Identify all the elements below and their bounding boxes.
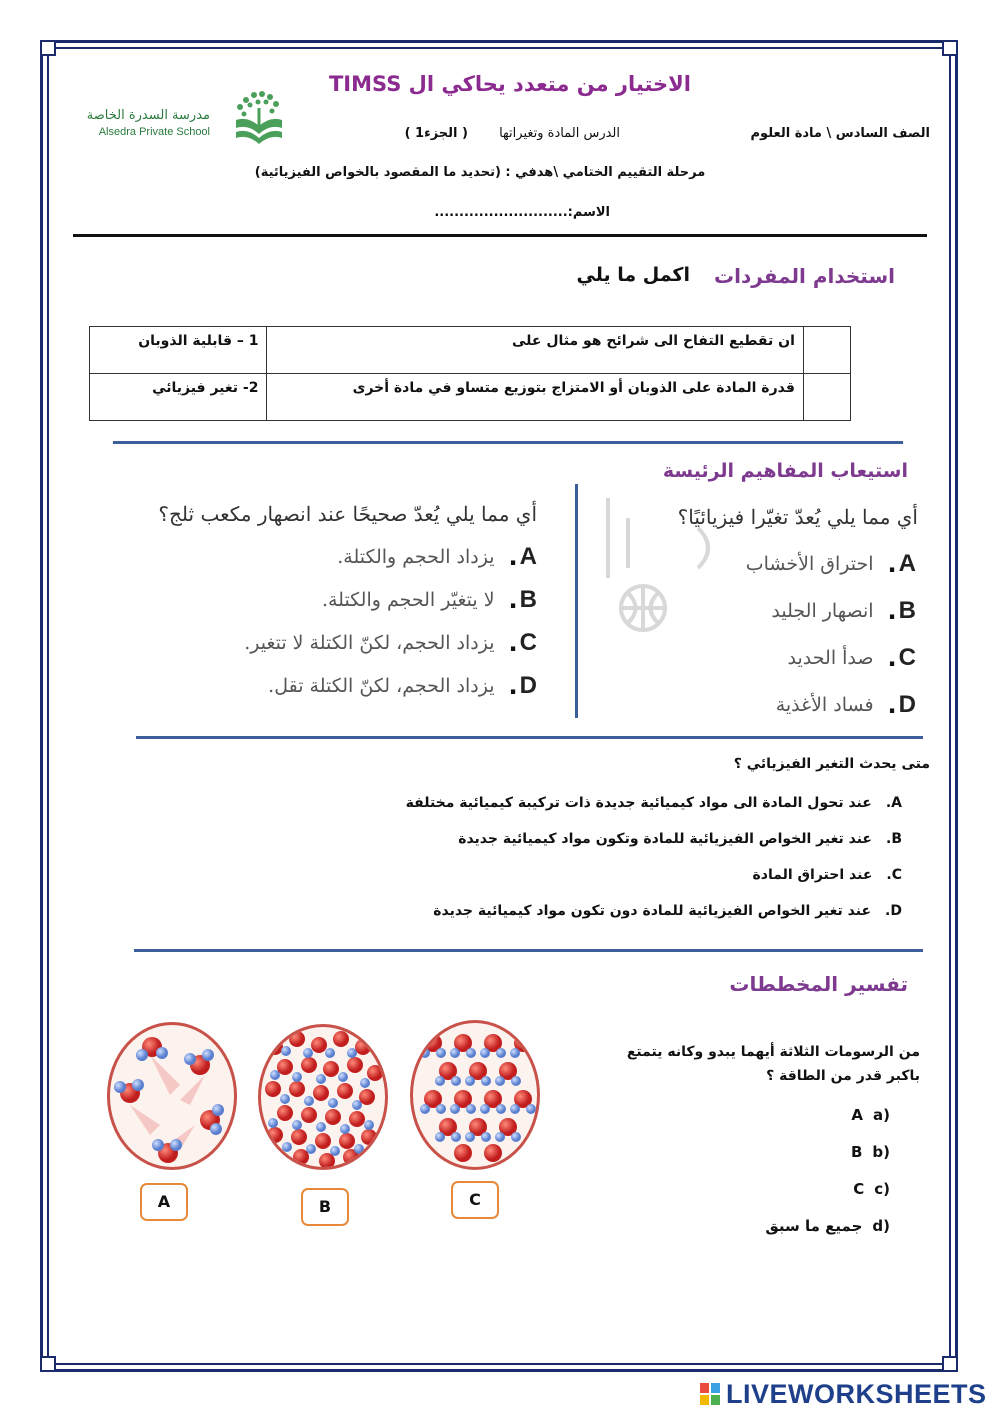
- option-letter: D: [519, 671, 537, 699]
- diagram-label-a: A: [140, 1183, 188, 1221]
- option-item[interactable]: A . يزداد الحجم والكتلة.: [337, 542, 537, 571]
- option-text: C: [853, 1180, 865, 1198]
- option-letter: A: [898, 549, 916, 577]
- divider: [113, 441, 903, 444]
- option-letter: A.: [885, 795, 902, 811]
- option-text: A: [851, 1106, 864, 1124]
- option-letter: B.: [886, 831, 902, 847]
- option-text: انصهار الجليد: [771, 599, 874, 622]
- option-item[interactable]: [760, 1143, 890, 1180]
- vocab-statement: قدرة المادة على الذوبان أو الامتزاج بتوزيع متساو في مادة أخرى: [267, 374, 803, 421]
- vocab-term: 2- تغير فيزيائي: [90, 374, 267, 421]
- option-letter: C.: [886, 867, 902, 883]
- diagram-label-b: B: [301, 1188, 349, 1226]
- option-item[interactable]: B . انصهار الجليد: [771, 596, 916, 625]
- corner-ornament: [40, 40, 56, 56]
- vocab-statement: ان تقطيع التفاح الى شرائح هو مثال على: [267, 327, 803, 374]
- section-heading-diagrams: تفسير المخططات: [729, 972, 908, 996]
- option-letter: D: [898, 690, 916, 718]
- answer-cell[interactable]: [803, 327, 850, 374]
- page-title: الاختيار من متعدد يحاكي ال TIMSS: [328, 72, 691, 96]
- liveworksheets-logo: [700, 1378, 996, 1410]
- options-physical-change: [600, 540, 916, 728]
- solid-particles-diagram: [410, 1020, 540, 1170]
- option-letter: D.: [885, 903, 902, 919]
- divider: [73, 234, 927, 237]
- table-row: [90, 374, 851, 421]
- option-letter: B: [898, 596, 916, 624]
- liveworksheets-icon: [700, 1383, 720, 1405]
- liquid-molecules-illustration: [261, 1027, 385, 1167]
- options-energy: [760, 1106, 890, 1254]
- option-item[interactable]: C . يزداد الحجم، لكنّ الكتلة لا تتغير.: [244, 628, 537, 657]
- option-letter: (b: [872, 1143, 890, 1161]
- gas-molecules-illustration: [110, 1025, 234, 1167]
- student-name-field[interactable]: الاسم:...........................: [434, 205, 610, 220]
- grade-subject: الصف السادس \ مادة العلوم: [750, 126, 930, 141]
- option-text: عند تحول المادة الى مواد كيميائية جديدة ذات تركيبة كيميائية مختلفة: [405, 795, 872, 811]
- divider: [134, 949, 923, 952]
- corner-ornament: [942, 1356, 958, 1372]
- gas-particles-diagram: [107, 1022, 237, 1170]
- option-item[interactable]: C . صدأ الحديد: [787, 643, 916, 672]
- option-text: يزداد الحجم، لكنّ الكتلة تقل.: [268, 674, 495, 697]
- section-heading-concepts: استيعاب المفاهيم الرئيسة: [662, 460, 908, 482]
- option-letter: (d: [872, 1217, 890, 1235]
- option-letter: B: [519, 585, 537, 613]
- question-physical-change: أي مما يلي يُعدّ تغيّرا فيزيائيًا؟: [677, 505, 918, 529]
- option-item[interactable]: A . احتراق الأخشاب: [745, 549, 916, 578]
- option-item[interactable]: [760, 1217, 890, 1254]
- option-text: احتراق الأخشاب: [745, 552, 874, 575]
- option-item[interactable]: D . فساد الأغذية: [775, 690, 916, 719]
- diagram-label-c: C: [451, 1181, 499, 1219]
- answer-cell[interactable]: [803, 374, 850, 421]
- option-text: يزداد الحجم، لكنّ الكتلة لا تتغير.: [244, 631, 495, 654]
- table-row: [90, 327, 851, 374]
- corner-ornament: [942, 40, 958, 56]
- option-letter: C: [898, 643, 916, 671]
- option-letter: C: [519, 628, 537, 656]
- option-text: عند احتراق المادة: [752, 867, 873, 883]
- option-text: عند تغير الخواص الفيزيائية للمادة وتكون مواد كيميائية جديدة: [458, 831, 872, 847]
- liquid-particles-diagram: [258, 1024, 388, 1170]
- question-when-physical-change: متى يحدث التغير الفيزيائي ؟: [733, 756, 930, 772]
- option-item[interactable]: [760, 1180, 890, 1217]
- option-text: B: [850, 1143, 863, 1161]
- vocab-term: 1 – قابلية الذوبان: [90, 327, 267, 374]
- option-text: عند تغير الخواص الفيزيائية للمادة دون تكون مواد كيميائية جديدة: [433, 903, 872, 919]
- brand-text: LIVEWORKSHEETS: [726, 1378, 987, 1409]
- option-text: فساد الأغذية: [775, 693, 874, 716]
- section-heading-vocab: استخدام المفردات: [714, 264, 895, 288]
- lesson-part: ( الجزء1 ): [404, 126, 468, 141]
- option-item[interactable]: [380, 903, 902, 939]
- vocab-instruction: اكمل ما يلي: [576, 264, 690, 286]
- question-energy: من الرسومات الثلاثة أيهما يبدو وكانه يتمتع باكبر قدر من الطاقة ؟: [626, 1044, 920, 1084]
- lesson-title: الدرس المادة وتغيراتها: [499, 126, 620, 141]
- school-name-en: Alsedra Private School: [98, 126, 210, 138]
- option-item[interactable]: [380, 831, 902, 867]
- option-text: يزداد الحجم والكتلة.: [337, 545, 495, 568]
- option-letter: A: [519, 542, 537, 570]
- options-ice-melting: [105, 535, 537, 707]
- option-item[interactable]: D . يزداد الحجم، لكنّ الكتلة تقل.: [268, 671, 537, 700]
- solid-molecules-illustration: [413, 1023, 537, 1167]
- option-item[interactable]: [380, 867, 902, 903]
- option-letter: (c: [874, 1180, 890, 1198]
- option-letter: (a: [873, 1106, 890, 1124]
- options-when-physical-change: [380, 795, 902, 939]
- divider: [136, 736, 923, 739]
- vocab-table: [89, 326, 851, 421]
- corner-ornament: [40, 1356, 56, 1372]
- school-name-ar: مدرسة السدرة الخاصة: [86, 108, 210, 123]
- option-item[interactable]: [760, 1106, 890, 1143]
- stage-goal: مرحلة التقييم الختامي \هدفي : (تحديد ما المقصود بالخواص الفيزيائية): [254, 165, 706, 180]
- option-text: لا يتغيّر الحجم والكتلة.: [321, 588, 495, 611]
- option-item[interactable]: B . لا يتغيّر الحجم والكتلة.: [321, 585, 537, 614]
- option-text: جميع ما سبق: [765, 1217, 863, 1235]
- column-divider: [575, 484, 578, 718]
- option-item[interactable]: [380, 795, 902, 831]
- option-text: صدأ الحديد: [787, 646, 874, 669]
- question-ice-melting: أي مما يلي يُعدّ صحيحًا عند انصهار مكعب ثلج؟: [158, 502, 537, 526]
